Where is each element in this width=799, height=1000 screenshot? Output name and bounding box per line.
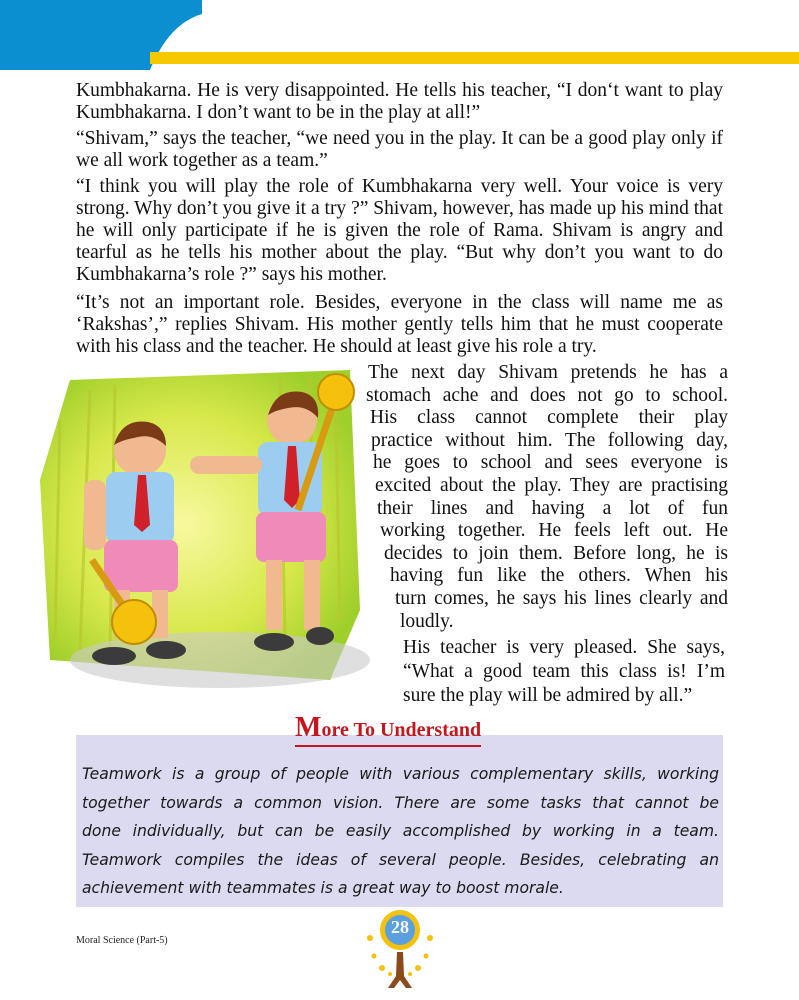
closing-line: “What a good team this class is! I’m — [403, 661, 725, 682]
story-paragraph-4: “It’s not an important role. Besides, everyone in the class will name me as ‘Rakshas’,” replies Shivam. His mother gently tells him that he must cooperate with his class and the teacher. He should at least give his role a try. — [76, 292, 723, 357]
story-line: decides to join them. Before long, he is — [384, 542, 728, 564]
story-paragraph-2: “Shivam,” says the teacher, “we need you in the play. It can be a good play only if we all work together as a team.” — [76, 128, 723, 171]
box-line: Teamwork compiles the ideas of several people. Besides, celebrating an — [82, 850, 719, 869]
story-line: he goes to school and sees everyone is — [373, 452, 728, 474]
footer-book-title: Moral Science (Part-5) — [76, 935, 168, 946]
box-line: achievement with teammates is a great way to boost morale. — [82, 879, 564, 897]
page-number: 28 — [391, 917, 409, 937]
story-line: practice without him. The following day, — [371, 429, 728, 451]
story-line: having fun like the others. When his — [390, 565, 728, 587]
closing-line: His teacher is very pleased. She says, — [403, 637, 725, 658]
story-paragraph-3: “I think you will play the role of Kumbhakarna very well. Your voice is very strong. Why don’t you give it a try ?” Shivam, however, has made up his mind that he will only participate if he is given the role of Rama. Shivam is angry and tearful as he tells his mother about the play. “But why don’t you want to do Kumbhakarna’s role ?” says his mother. — [76, 176, 723, 285]
title-initial: M — [295, 712, 322, 743]
boys-arguing-illustration — [30, 360, 370, 700]
header-yellow-stripe — [150, 52, 799, 64]
story-line: His class cannot complete their play — [370, 407, 728, 429]
story-line: their lines and having a lot of fun — [377, 497, 728, 519]
title-rest: ore To Understand — [321, 719, 482, 741]
box-line: together towards a common vision. There are some tasks that cannot be — [82, 793, 719, 812]
story-line: working together. He feels left out. He — [380, 520, 728, 542]
story-closing — [403, 636, 725, 708]
story-line: The next day Shivam pretends he has a — [368, 362, 728, 383]
story-right-column — [340, 362, 728, 633]
more-to-understand-title — [295, 714, 481, 747]
more-to-understand-text — [82, 760, 719, 903]
story-line: turn comes, he says his lines clearly and — [395, 587, 728, 609]
story-line: excited about the play. They are practising — [375, 474, 728, 496]
story-paragraph-1: Kumbhakarna. He is very disappointed. He tells his teacher, “I don‘t want to play Kumbhakarna. I don’t want to be in the play at all!” — [76, 80, 723, 123]
story-line: stomach ache and does not go to school. — [366, 384, 728, 406]
box-line: Teamwork is a group of people with various complementary skills, working — [82, 765, 719, 783]
story-line: loudly. — [400, 610, 454, 632]
box-line: done individually, but can be easily accomplished by working in a team. — [82, 822, 719, 840]
closing-line: sure the play will be admired by all.” — [403, 685, 693, 706]
